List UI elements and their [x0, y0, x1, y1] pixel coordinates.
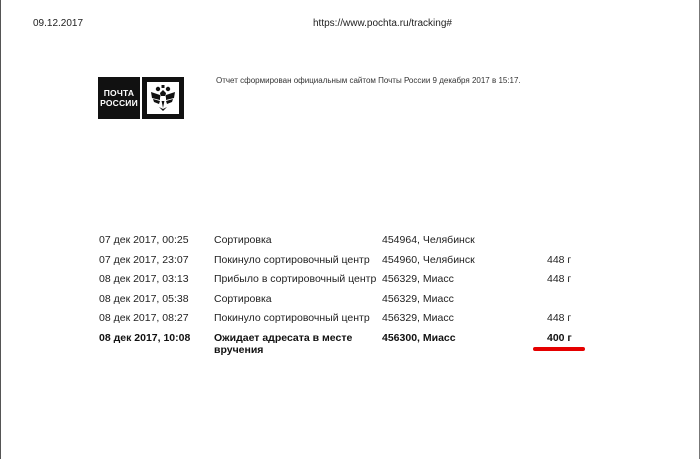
tracking-weight — [547, 293, 607, 313]
tracking-date: 08 дек 2017, 05:38 — [99, 292, 189, 305]
tracking-history-table — [96, 234, 607, 364]
tracking-row — [96, 293, 607, 313]
logo-line-2: РОССИИ — [100, 98, 138, 108]
tracking-address: 456329, Миасс — [382, 273, 454, 285]
tracking-address: 456300, Миасс — [382, 331, 456, 344]
logo-line-1: ПОЧТА — [103, 88, 135, 98]
highlight-underline — [533, 347, 585, 351]
logo-wordmark — [98, 77, 140, 119]
tracking-row — [96, 312, 607, 332]
tracking-date: 08 дек 2017, 08:27 — [99, 312, 189, 324]
tracking-weight: 448 г — [547, 253, 572, 266]
tracking-weight: 448 г — [547, 273, 572, 285]
tracking-date: 07 дек 2017, 23:07 — [99, 253, 189, 266]
tracking-operation: Ожидает адресата в месте вручения — [214, 331, 353, 356]
tracking-weight: 448 г — [547, 312, 572, 324]
print-url: https://www.pochta.ru/tracking# — [313, 18, 452, 29]
pochta-rossii-logo — [98, 77, 184, 119]
report-generated-note: Отчет сформирован официальным сайтом Почты России 9 декабря 2017 в 15:17. — [216, 76, 521, 85]
tracking-operation: Покинуло сортировочный центр — [214, 253, 370, 266]
tracking-row — [96, 332, 607, 364]
tracking-weight — [547, 234, 607, 254]
tracking-operation: Прибыло в сортировочный центр — [214, 273, 377, 285]
tracking-operation: Сортировка — [214, 234, 272, 246]
tracking-date: 08 дек 2017, 10:08 — [99, 331, 191, 344]
tracking-address: 454964, Челябинск — [382, 234, 475, 246]
tracking-address: 456329, Миасс — [382, 292, 454, 305]
tracking-operation: Покинуло сортировочный центр — [214, 312, 370, 324]
tracking-row — [96, 273, 607, 293]
tracking-address: 456329, Миасс — [382, 312, 454, 324]
tracking-date: 08 дек 2017, 03:13 — [99, 273, 189, 285]
tracking-row — [96, 234, 607, 254]
tracking-address: 454960, Челябинск — [382, 253, 475, 266]
tracking-operation: Сортировка — [214, 292, 272, 305]
page-edge-left — [0, 0, 1, 459]
tracking-row — [96, 254, 607, 274]
tracking-weight: 400 г — [547, 332, 607, 364]
double-headed-eagle-icon — [142, 77, 184, 119]
tracking-date: 07 дек 2017, 00:25 — [99, 234, 189, 246]
print-date: 09.12.2017 — [33, 18, 84, 29]
